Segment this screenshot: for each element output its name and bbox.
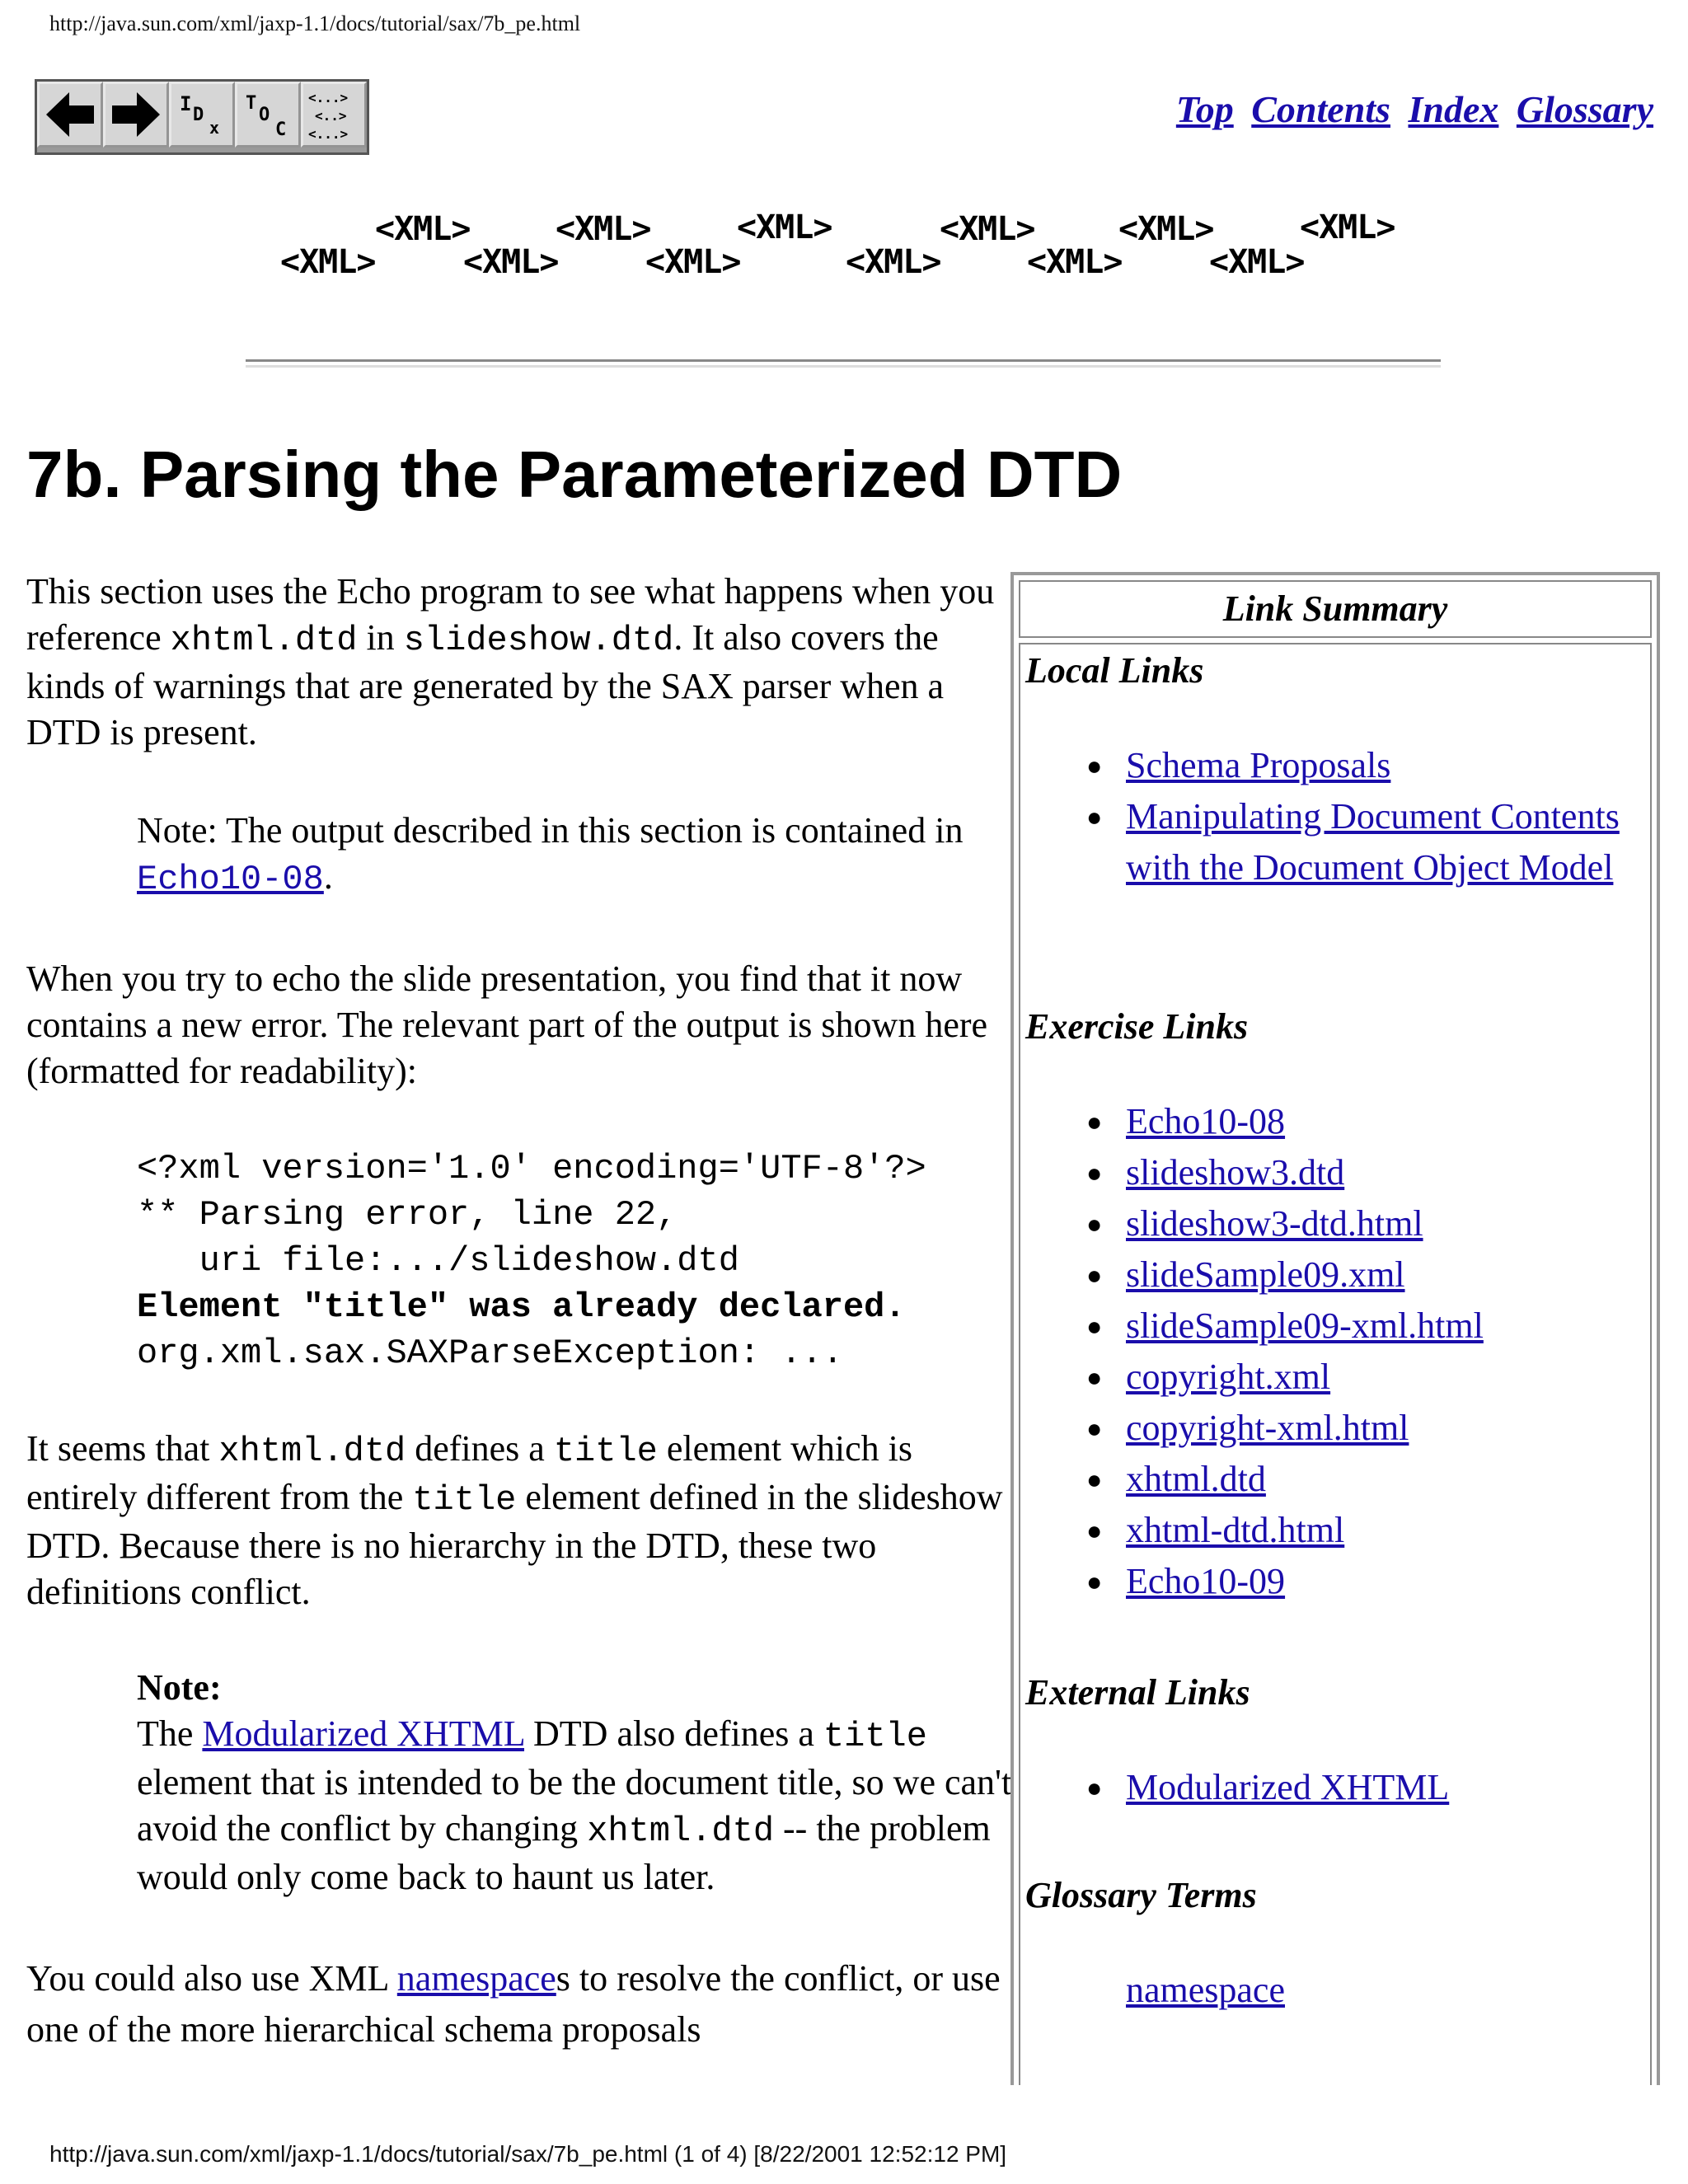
text: s to resolve the conflict, or use one of the more hierarchical schema proposals: [26, 1958, 1001, 2050]
exercise-link[interactable]: slideSample09-xml.html: [1126, 1305, 1484, 1346]
svg-text:O: O: [259, 105, 270, 125]
top-link[interactable]: Top: [1175, 88, 1234, 130]
external-links-list: [1020, 1762, 1637, 1813]
manipulating-dom-link[interactable]: Manipulating Document Contents with the Document Object Model: [1126, 796, 1620, 888]
code-line: org.xml.sax.SAXParseException: ...: [137, 1333, 843, 1373]
arrow-left-icon: [41, 86, 99, 143]
text: in: [357, 617, 404, 658]
exercise-links-heading: Exercise Links: [1025, 1006, 1249, 1047]
xml-banner-tag: <XML>: [375, 210, 471, 248]
svg-text:<...>: <...>: [308, 90, 349, 105]
xml-banner-tag: <XML>: [280, 243, 376, 281]
xml-banner: [280, 206, 1418, 288]
text: DTD also defines a: [524, 1713, 823, 1754]
footer-url: http://java.sun.com/xml/jaxp-1.1/docs/tutorial/sax/7b_pe.html (1 of 4) [8/22/2001 12:52:12 PM]: [49, 2141, 1007, 2167]
text: . It also covers the kinds of warnings that are generated by the SAX parser when a DTD is present.: [26, 617, 945, 752]
echo-paragraph: When you try to echo the slide presentation, you find that it now contains a new error. The relevant part of the output is shown here (formatted for readability):: [26, 958, 988, 1091]
xml-banner-tag: <XML>: [1209, 243, 1305, 281]
svg-text:T: T: [246, 93, 257, 114]
list-item: [1020, 1198, 1637, 1249]
top-nav-links: [1168, 87, 1653, 131]
list-item: [1020, 1965, 1637, 2016]
contents-link[interactable]: Contents: [1251, 88, 1390, 130]
list-item: [1020, 1249, 1637, 1301]
index-button[interactable]: [169, 82, 235, 148]
link-summary-panel: [1010, 572, 1660, 2085]
xml-banner-tag: <XML>: [463, 243, 559, 281]
glossary-term-link[interactable]: namespace: [1126, 1970, 1285, 2010]
list-item: [1020, 1454, 1637, 1505]
list-item: [1020, 1403, 1637, 1454]
text: element which is entirely different from the: [26, 1428, 912, 1517]
list-item: [1020, 1556, 1637, 1607]
text: You could also use XML: [26, 1958, 397, 1999]
exercise-link[interactable]: copyright-xml.html: [1126, 1408, 1409, 1448]
external-link[interactable]: Modularized XHTML: [1126, 1767, 1450, 1807]
svg-text:x: x: [209, 118, 220, 138]
glossary-terms-list: [1020, 1965, 1637, 2016]
toc-icon: [239, 86, 297, 143]
code-block: [137, 1146, 1043, 1376]
nav-toolbar: [35, 79, 369, 155]
glossary-link[interactable]: Glossary: [1516, 88, 1653, 130]
note-label: Note:: [137, 1667, 222, 1708]
text: Note: The output described in this section is contained in: [137, 810, 964, 851]
svg-text:<..>: <..>: [315, 108, 347, 124]
list-item: [1020, 740, 1637, 791]
forward-button[interactable]: [103, 82, 169, 148]
code-inline: title: [553, 1432, 658, 1471]
xml-banner-tag: <XML>: [737, 209, 832, 246]
list-item: [1020, 1505, 1637, 1556]
echo10-08-link[interactable]: Echo10-08: [137, 860, 324, 899]
code-line: ** Parsing error, line 22,: [137, 1195, 678, 1235]
exercise-link[interactable]: slideshow3-dtd.html: [1126, 1203, 1423, 1244]
svg-text:<...>: <...>: [308, 126, 349, 142]
xml-banner-tag: <XML>: [940, 210, 1035, 248]
xml-banner-tag: <XML>: [1300, 209, 1395, 246]
conflict-paragraph: [26, 1426, 1007, 1615]
xml-banner-tag: <XML>: [1118, 210, 1214, 248]
exercise-link[interactable]: slideshow3.dtd: [1126, 1152, 1345, 1193]
xml-banner-tag: <XML>: [645, 243, 741, 281]
modularized-xhtml-link[interactable]: Modularized XHTML: [202, 1713, 525, 1754]
text: element defined in the slideshow DTD. Because there is no hierarchy in the DTD, these two definitions conflict.: [26, 1477, 1003, 1612]
code-inline: title: [823, 1717, 927, 1756]
code-inline: slideshow.dtd: [403, 621, 674, 660]
exercise-link[interactable]: Echo10-08: [1126, 1101, 1286, 1141]
text: -- the problem would only come back to haunt us later.: [137, 1808, 991, 1897]
text: The: [137, 1713, 203, 1754]
index-link[interactable]: Index: [1408, 88, 1499, 130]
link-summary-title: Link Summary: [1019, 580, 1652, 638]
code-inline: xhtml.dtd: [170, 621, 358, 660]
list-item: [1020, 791, 1637, 893]
code-line: uri file:.../slideshow.dtd: [137, 1241, 739, 1281]
xml-banner-tag: <XML>: [846, 243, 941, 281]
exercise-link[interactable]: copyright.xml: [1126, 1357, 1331, 1397]
code-inline: xhtml.dtd: [587, 1811, 775, 1851]
xml-tags-icon: [305, 86, 363, 143]
back-button[interactable]: [37, 82, 103, 148]
code-inline: title: [412, 1480, 517, 1520]
xml-banner-tag: <XML>: [1027, 243, 1123, 281]
svg-text:I: I: [180, 92, 192, 115]
code-inline: xhtml.dtd: [218, 1432, 406, 1471]
text: element that is intended to be the document title, so we can't avoid the conflict by changing: [137, 1762, 1012, 1849]
external-links-heading: External Links: [1025, 1672, 1250, 1713]
list-item: [1020, 1096, 1637, 1147]
schema-proposals-link[interactable]: Schema Proposals: [1126, 745, 1391, 785]
xml-banner-tag: <XML>: [556, 210, 651, 248]
link-summary-body: [1019, 643, 1652, 2085]
horizontal-rule: [246, 359, 1441, 368]
svg-text:C: C: [275, 120, 287, 140]
list-item: [1020, 1762, 1637, 1813]
namespace-paragraph: [26, 1953, 1007, 2055]
exercise-link[interactable]: Echo10-09: [1126, 1561, 1286, 1601]
local-links-list: [1020, 740, 1637, 893]
svg-text:D: D: [193, 105, 204, 125]
toc-button[interactable]: [235, 82, 301, 148]
exercise-link[interactable]: xhtml-dtd.html: [1126, 1510, 1345, 1550]
namespace-link[interactable]: namespace: [396, 1958, 556, 1999]
exercise-link[interactable]: slideSample09.xml: [1126, 1254, 1405, 1295]
output-note: [137, 808, 1002, 902]
code-line: <?xml version='1.0' encoding='UTF-8'?>: [137, 1149, 926, 1188]
header-url: http://java.sun.com/xml/jaxp-1.1/docs/tutorial/sax/7b_pe.html: [49, 12, 581, 35]
index-icon: [173, 86, 231, 143]
local-links-heading: Local Links: [1025, 650, 1204, 691]
list-item: [1020, 1147, 1637, 1198]
text: It seems that: [26, 1428, 219, 1469]
text: defines a: [406, 1428, 554, 1469]
glossary-terms-heading: Glossary Terms: [1025, 1875, 1257, 1915]
code-line-bold: Element "title" was already declared.: [137, 1287, 906, 1327]
list-item: [1020, 1301, 1637, 1352]
xml-button[interactable]: [301, 82, 367, 148]
intro-paragraph: [26, 569, 1007, 756]
exercise-link[interactable]: xhtml.dtd: [1126, 1459, 1266, 1499]
xhtml-note: [137, 1665, 1027, 1900]
page-title: 7b. Parsing the Parameterized DTD: [26, 438, 1123, 511]
text: This section uses the Echo program to see what happens when you reference: [26, 571, 995, 658]
exercise-links-list: [1020, 1096, 1637, 1607]
arrow-right-icon: [107, 86, 165, 143]
text: .: [323, 856, 333, 897]
list-item: [1020, 1352, 1637, 1403]
